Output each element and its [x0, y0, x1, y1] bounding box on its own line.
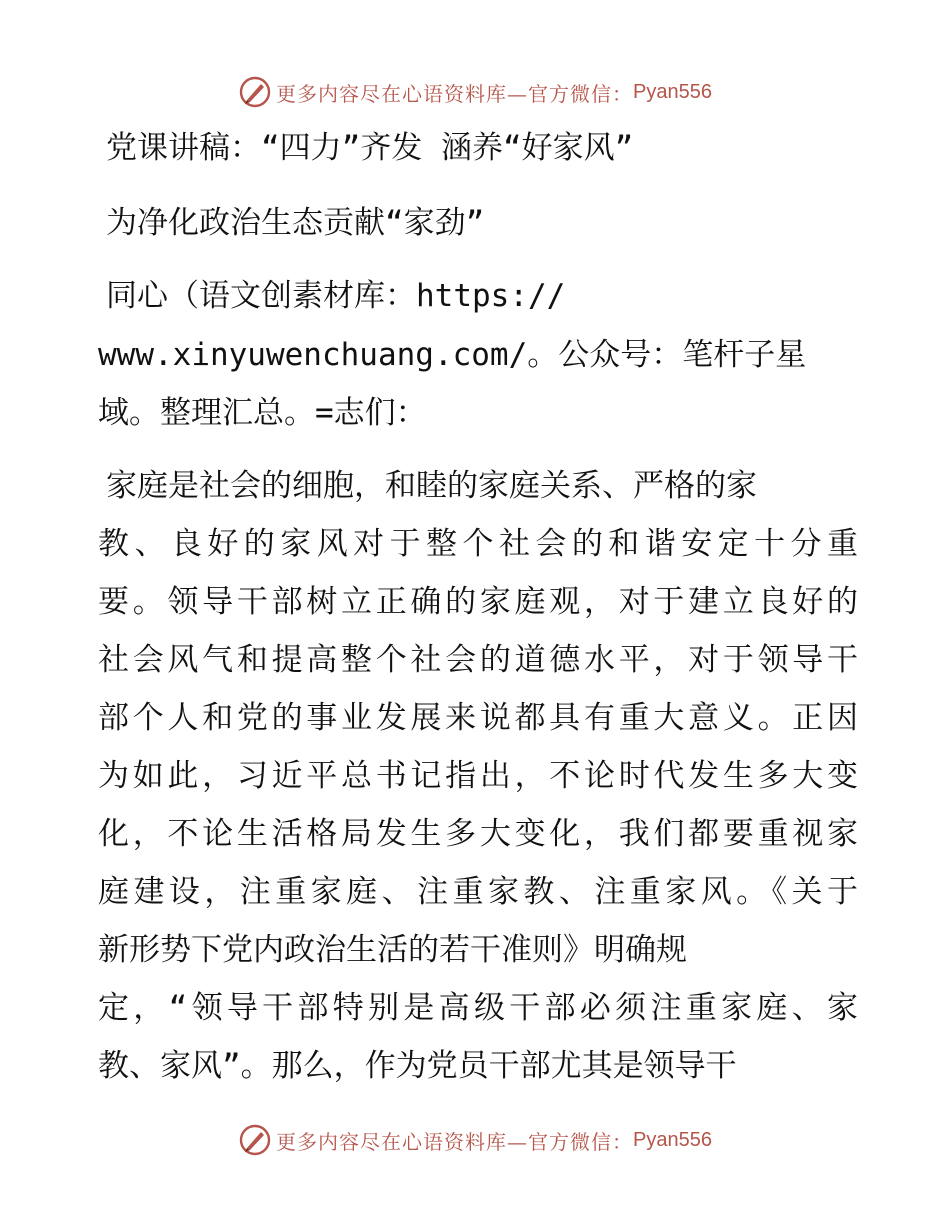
- body-line: 定，“领导干部特别是高级干部必须注重家庭、家: [98, 990, 858, 1026]
- body-line: 社会风气和提高整个社会的道德水平，对于领导干: [98, 642, 858, 678]
- body-line: 要。领导干部树立正确的家庭观，对于建立良好的: [98, 584, 858, 620]
- body-line: 域。整理汇总。=志们：: [98, 395, 427, 431]
- header-watermark: [0, 70, 950, 114]
- watermark-text: 更多内容尽在心语资料库—官方微信：: [276, 1129, 634, 1154]
- body-line: 新形势下党内政治生活的若干准则》明确规: [98, 932, 687, 968]
- quill-pen-icon: [238, 75, 272, 109]
- body-line: 教、家风”。那么，作为党员干部尤其是领导干: [98, 1048, 737, 1084]
- document-title: 党课讲稿：“四力”齐发 涵养“好家风”: [106, 130, 634, 166]
- body-line: 部个人和党的事业发展来说都具有重大意义。正因: [98, 700, 858, 736]
- watermark-wechat-id: Pyan556: [633, 1128, 712, 1151]
- footer-watermark: [0, 1118, 950, 1162]
- body-line: 家庭是社会的细胞，和睦的家庭关系、严格的家: [106, 468, 757, 504]
- body-line: 教、良好的家风对于整个社会的和谐安定十分重: [98, 526, 858, 562]
- body-line: 化，不论生活格局发生多大变化，我们都要重视家: [98, 816, 858, 852]
- watermark-wechat-id: Pyan556: [633, 80, 712, 103]
- document-subtitle: 为净化政治生态贡献“家劲”: [106, 205, 485, 241]
- watermark-text: 更多内容尽在心语资料库—官方微信：: [276, 81, 634, 106]
- quill-pen-icon: [238, 1123, 272, 1157]
- body-line: 为如此，习近平总书记指出，不论时代发生多大变: [98, 758, 858, 794]
- body-line: www.xinyuwenchuang.com/。公众号：笔杆子星: [98, 337, 807, 373]
- body-line: 庭建设，注重家庭、注重家教、注重家风。《关于: [98, 874, 858, 910]
- body-line: 同心（语文创素材库：https://: [106, 278, 566, 314]
